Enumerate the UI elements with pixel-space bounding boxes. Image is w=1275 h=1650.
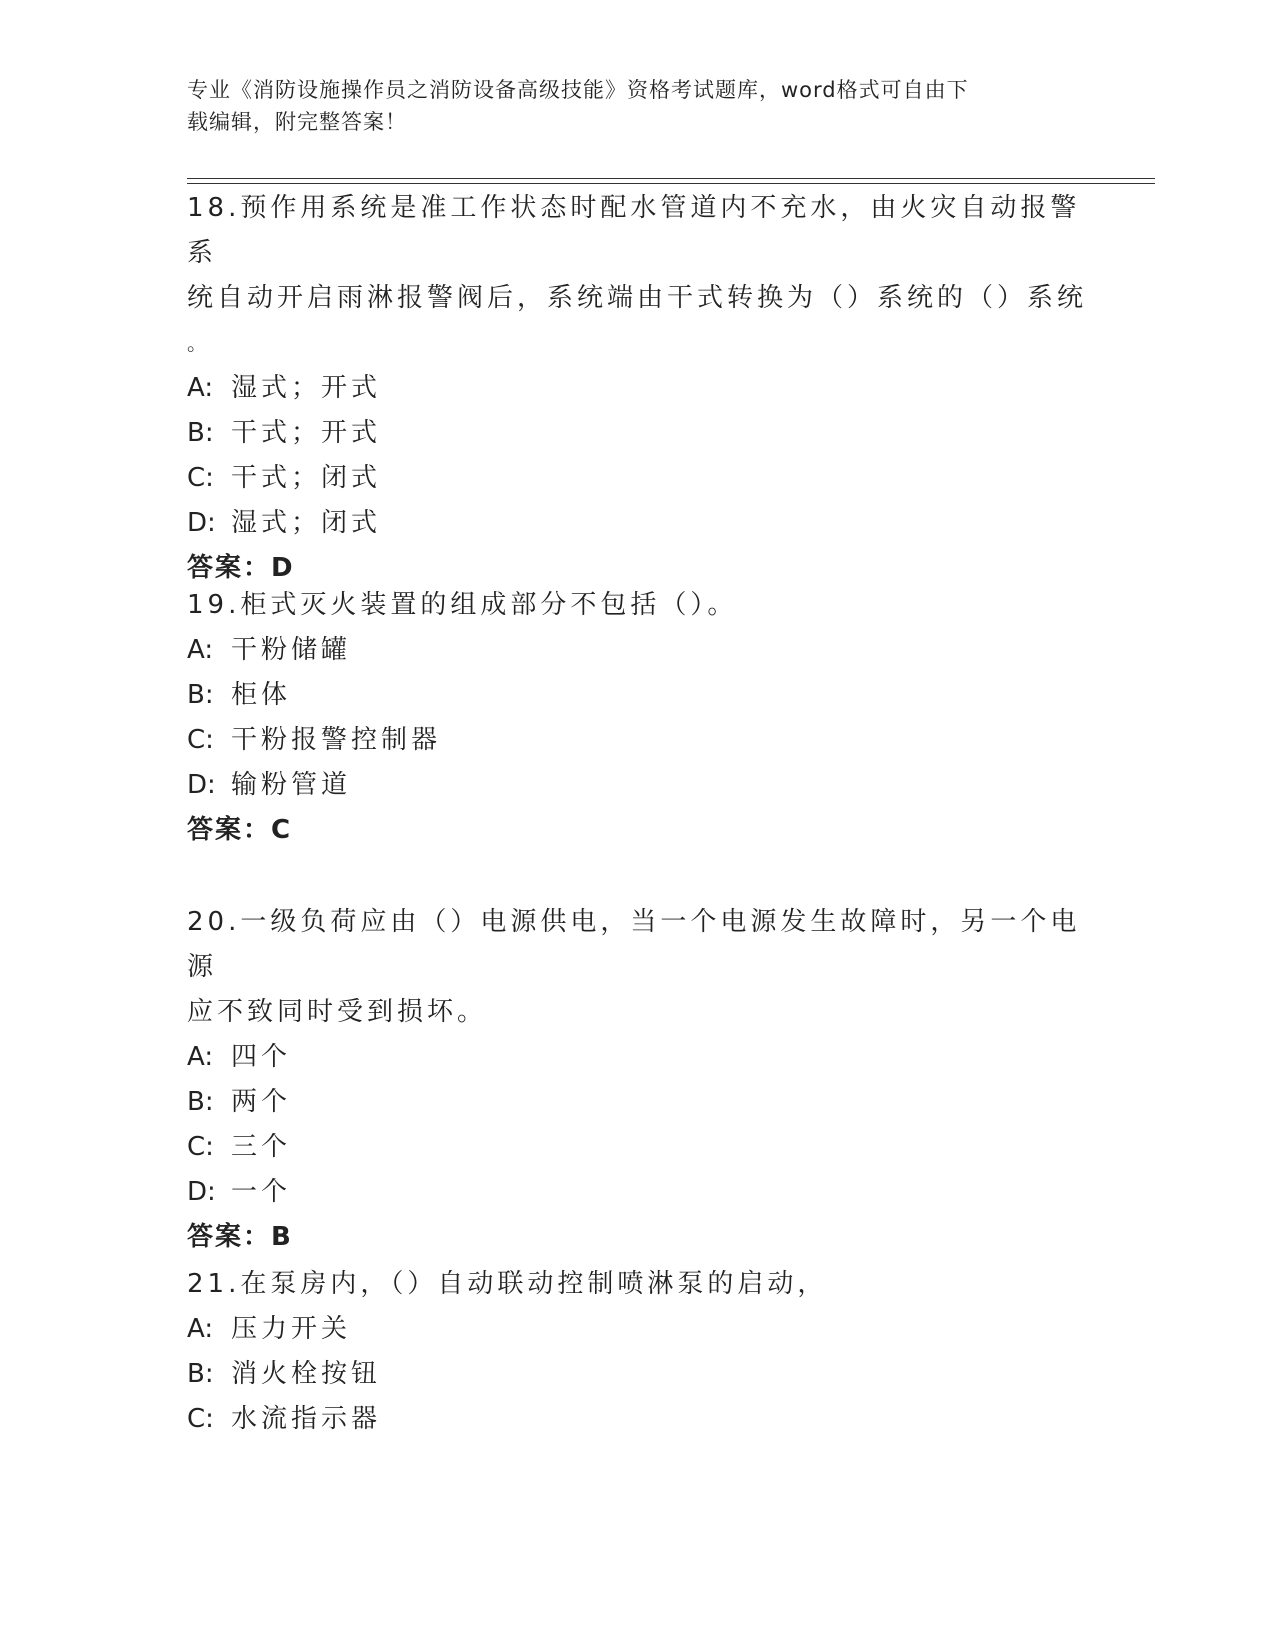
option-d: [187, 1170, 1087, 1215]
option-letter: A:: [187, 1042, 214, 1072]
option-text: 水流指示器: [231, 1404, 382, 1434]
option-letter: C:: [187, 1132, 214, 1162]
question-20: [187, 900, 1087, 1260]
option-text: 湿式；开式: [231, 373, 382, 403]
document-header: [187, 74, 1067, 138]
option-letter: D:: [187, 770, 216, 800]
option-a: [187, 366, 1087, 411]
option-text: 输粉管道: [231, 770, 352, 800]
option-d: [187, 763, 1087, 808]
option-letter: B:: [187, 1359, 214, 1389]
option-c: [187, 1397, 1087, 1442]
header-divider-top: [187, 178, 1155, 179]
option-text: 干式；开式: [231, 418, 382, 448]
question-stem: 18.预作用系统是准工作状态时配水管道内不充水，由火灾自动报警系: [187, 193, 1081, 268]
header-divider-bottom: [187, 183, 1155, 184]
question-19: [187, 583, 1087, 853]
option-c: [187, 718, 1087, 763]
option-letter: B:: [187, 418, 214, 448]
option-letter: B:: [187, 1087, 214, 1117]
option-a: [187, 1035, 1087, 1080]
option-letter: D:: [187, 1177, 216, 1207]
option-text: 压力开关: [231, 1314, 352, 1344]
option-letter: B:: [187, 680, 214, 710]
option-text: 干粉报警控制器: [231, 725, 442, 755]
question-21: [187, 1262, 1087, 1442]
question-stem: 20.一级负荷应由（）电源供电，当一个电源发生故障时，另一个电源: [187, 907, 1081, 982]
question-stem: 21.在泵房内，（）自动联动控制喷淋泵的启动，: [187, 1269, 828, 1299]
option-letter: C:: [187, 463, 214, 493]
option-letter: A:: [187, 373, 214, 403]
option-letter: A:: [187, 1314, 214, 1344]
option-b: [187, 411, 1087, 456]
option-letter: C:: [187, 725, 214, 755]
option-text: 四个: [231, 1042, 292, 1072]
question-18: [187, 186, 1087, 591]
option-b: [187, 673, 1087, 718]
option-text: 干粉储罐: [231, 635, 352, 665]
header-line-2: 载编辑，附完整答案！: [187, 110, 407, 134]
answer: 答案：C: [187, 815, 293, 845]
option-text: 湿式；闭式: [231, 508, 382, 538]
option-text: 干式；闭式: [231, 463, 382, 493]
option-b: [187, 1080, 1087, 1125]
option-letter: C:: [187, 1404, 214, 1434]
question-stem: 。: [187, 331, 211, 355]
question-stem: 统自动开启雨淋报警阀后，系统端由干式转换为（）系统的（）系统: [187, 283, 1088, 313]
question-stem: 应不致同时受到损坏。: [187, 997, 488, 1027]
option-text: 三个: [231, 1132, 292, 1162]
option-letter: A:: [187, 635, 214, 665]
option-text: 消火栓按钮: [231, 1359, 382, 1389]
question-stem: 19.柜式灭火装置的组成部分不包括（）。: [187, 590, 738, 620]
option-d: [187, 501, 1087, 546]
option-letter: D:: [187, 508, 216, 538]
option-c: [187, 1125, 1087, 1170]
option-c: [187, 456, 1087, 501]
option-text: 一个: [231, 1177, 292, 1207]
option-a: [187, 1307, 1087, 1352]
option-text: 两个: [231, 1087, 292, 1117]
header-line-1: 专业《消防设施操作员之消防设备高级技能》资格考试题库，word格式可自由下: [187, 78, 969, 102]
option-text: 柜体: [231, 680, 292, 710]
answer: 答案：B: [187, 1222, 293, 1252]
answer: 答案：D: [187, 553, 295, 583]
option-b: [187, 1352, 1087, 1397]
option-a: [187, 628, 1087, 673]
